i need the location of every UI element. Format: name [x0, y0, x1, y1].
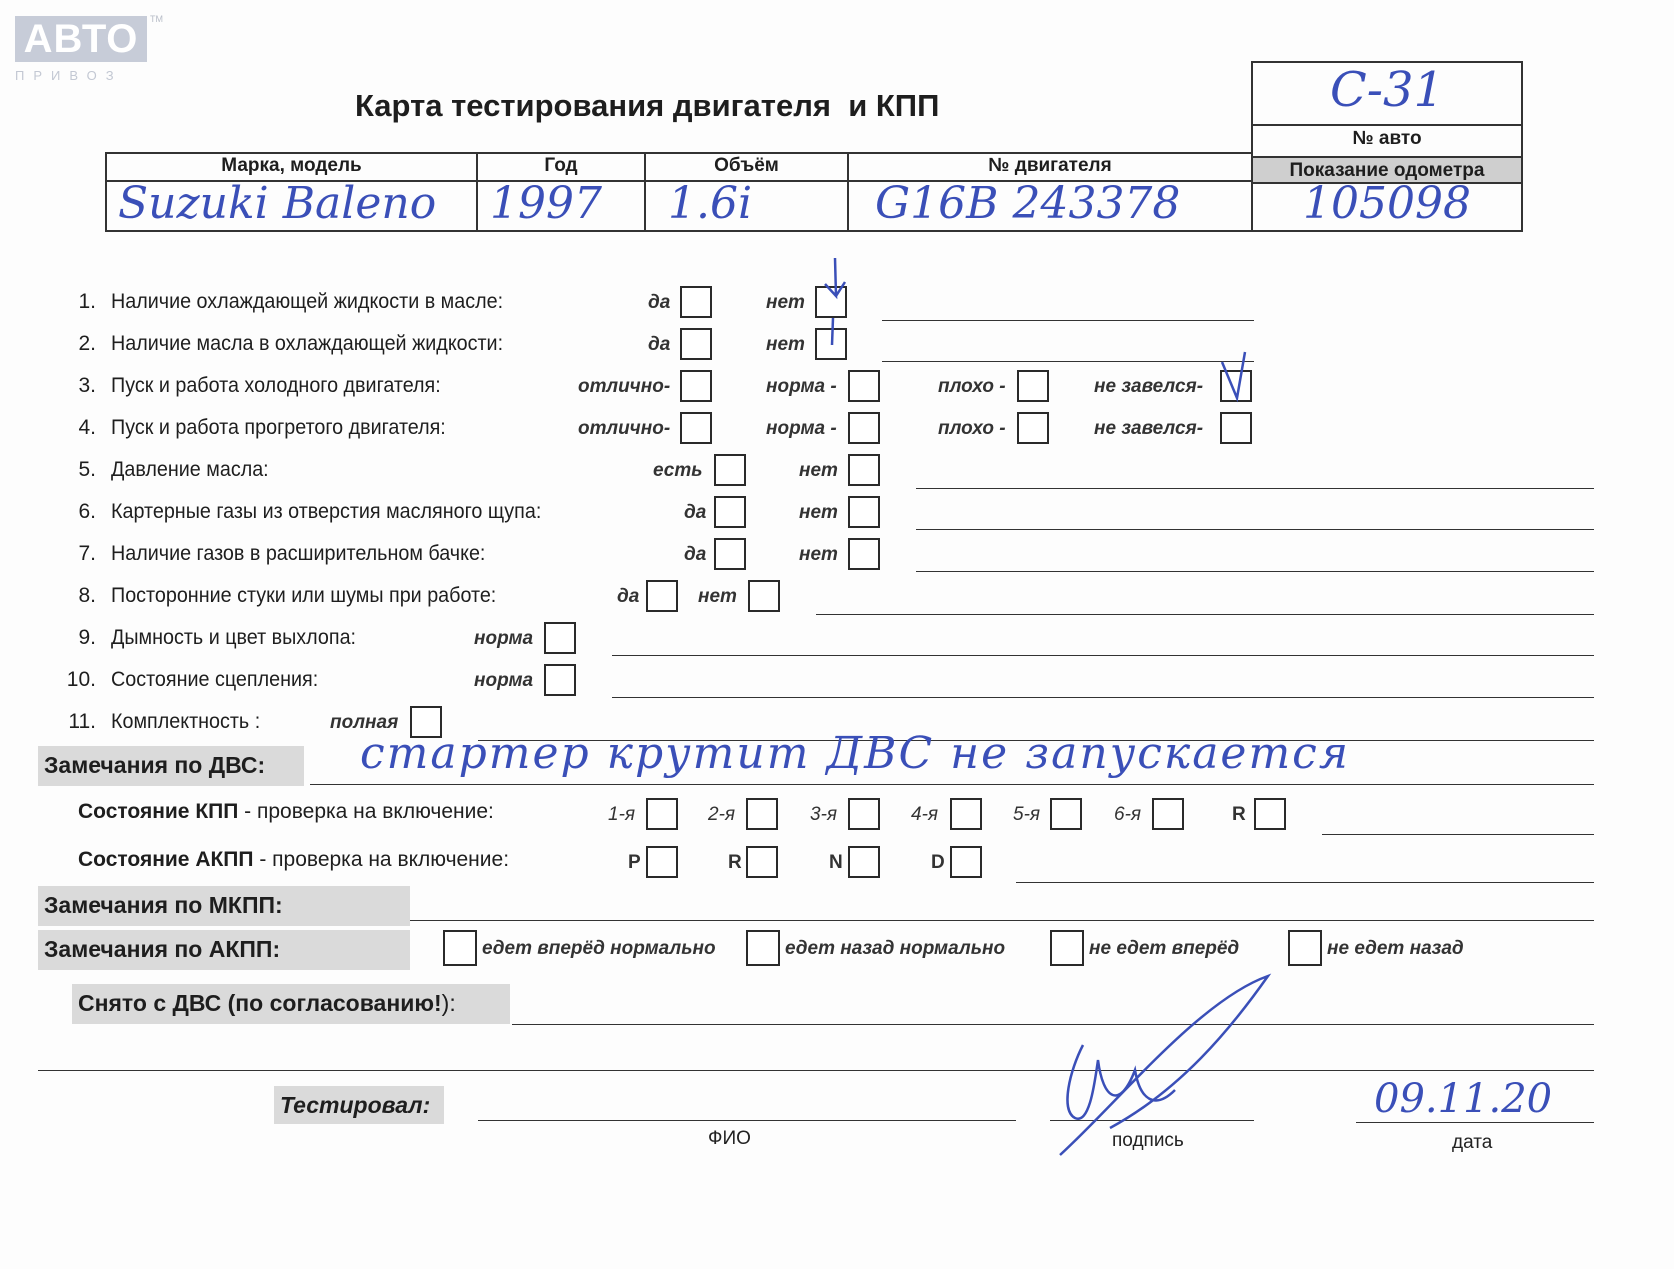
signature-caption: подпись	[1112, 1130, 1184, 1151]
option-label: нет	[766, 334, 805, 355]
year-value: 1997	[490, 178, 602, 229]
logo-tm: TM	[150, 14, 163, 24]
remarks-engine-value: стартер крутит ДВС не запускается	[360, 728, 1350, 779]
question-number: 4.	[78, 416, 96, 439]
volume-value: 1.6i	[668, 178, 753, 229]
check-mark	[1222, 352, 1245, 398]
option-label: нет	[698, 586, 737, 607]
gear-label: N	[829, 852, 843, 873]
option-label: не едет назад	[1327, 938, 1464, 959]
option-label: есть	[653, 460, 703, 481]
header-year: Год	[544, 155, 578, 176]
question-number: 2.	[78, 332, 96, 355]
signature	[1060, 976, 1268, 1155]
header-volume: Объём	[714, 155, 779, 176]
gear-label: 5-я	[1013, 804, 1041, 825]
auto-gearbox-label-bold: Состояние АКПП	[78, 848, 254, 871]
date-value: 09.11.20	[1374, 1076, 1553, 1122]
date-caption: дата	[1452, 1132, 1493, 1153]
auto-gearbox-label-rest: - проверка на включение:	[253, 848, 510, 871]
logo-subtitle: ПРИВОЗ	[15, 68, 123, 83]
option-label: не завелся-	[1094, 376, 1204, 397]
page-title: Карта тестирования двигателя и КПП	[355, 88, 940, 123]
option-label: да	[617, 586, 640, 607]
question-text: Состояние сцепления:	[111, 668, 319, 691]
question-number: 7.	[78, 542, 96, 565]
option-label: нет	[799, 544, 838, 565]
option-label: да	[684, 544, 707, 565]
gear-label: R	[1232, 804, 1246, 825]
question-text: Наличие газов в расширительном бачке:	[111, 542, 486, 565]
option-label: да	[648, 334, 671, 355]
question-number: 11.	[68, 710, 96, 733]
question-number: 1.	[78, 290, 96, 313]
gear-label: 1-я	[608, 804, 636, 825]
engine-number-value: G16B 243378	[875, 178, 1181, 229]
gear-label: 2-я	[708, 804, 736, 825]
manual-gearbox-label-rest: - проверка на включение:	[238, 800, 494, 823]
question-number: 10.	[66, 668, 96, 691]
option-label: норма	[474, 670, 534, 691]
odometer-value: 105098	[1303, 178, 1471, 229]
question-text: Дымность и цвет выхлопа:	[111, 626, 357, 649]
question-text: Давление масла:	[111, 458, 269, 481]
auto-number-value: С-31	[1330, 62, 1445, 118]
question-text: Наличие масла в охлаждающей жидкости:	[111, 332, 504, 355]
gear-label: P	[628, 852, 641, 873]
question-number: 8.	[78, 584, 96, 607]
question-number: 5.	[78, 458, 96, 481]
option-label: плохо -	[938, 418, 1006, 439]
option-label: не едет вперёд	[1089, 938, 1240, 959]
option-label: нет	[766, 292, 805, 313]
question-text: Пуск и работа холодного двигателя:	[111, 374, 441, 397]
gear-label: 4-я	[911, 804, 939, 825]
gear-label: 6-я	[1114, 804, 1142, 825]
question-text: Картерные газы из отверстия масляного щупа:	[111, 500, 542, 523]
check-mark	[832, 318, 833, 345]
auto-number-label: № авто	[1352, 128, 1422, 149]
option-label: норма -	[766, 376, 837, 397]
option-label: отлично-	[578, 418, 671, 439]
option-label: норма	[474, 628, 534, 649]
question-text: Наличие охлаждающей жидкости в масле:	[111, 290, 504, 313]
option-label: полная	[330, 712, 399, 733]
option-label: да	[684, 502, 707, 523]
model-value: Suzuki Baleno	[118, 178, 437, 229]
header-engine-number: № двигателя	[988, 155, 1112, 176]
question-number: 9.	[78, 626, 96, 649]
check-mark	[825, 258, 845, 296]
fio-caption: ФИО	[708, 1128, 751, 1149]
gear-label: D	[931, 852, 945, 873]
odometer-header: Показание одометра	[1253, 156, 1521, 184]
option-label: едет вперёд нормально	[482, 938, 716, 959]
remarks-manual-label: Замечания по МКПП:	[44, 892, 283, 918]
tested-label: Тестировал:	[280, 1092, 431, 1118]
option-label: едет назад нормально	[785, 938, 1006, 959]
option-label: нет	[799, 502, 838, 523]
remarks-engine-label: Замечания по ДВС:	[44, 752, 266, 778]
removed-label-bold: Снято с ДВС (по согласованию!	[78, 990, 442, 1016]
option-label: нет	[799, 460, 838, 481]
question-text: Комплектность :	[111, 710, 261, 733]
option-label: отлично-	[578, 376, 671, 397]
question-number: 6.	[78, 500, 96, 523]
remarks-auto-label: Замечания по АКПП:	[44, 936, 281, 962]
gear-label: 3-я	[810, 804, 838, 825]
question-number: 3.	[78, 374, 96, 397]
option-label: да	[648, 292, 671, 313]
header-model: Марка, модель	[221, 155, 362, 176]
logo: АВТО	[15, 16, 147, 62]
manual-gearbox-label-bold: Состояние КПП	[78, 800, 239, 823]
option-label: норма -	[766, 418, 837, 439]
option-label: не завелся-	[1094, 418, 1204, 439]
removed-label-rest: ):	[441, 990, 456, 1016]
gear-label: R	[728, 852, 742, 873]
question-text: Посторонние стуки или шумы при работе:	[111, 584, 497, 607]
option-label: плохо -	[938, 376, 1006, 397]
question-text: Пуск и работа прогретого двигателя:	[111, 416, 446, 439]
